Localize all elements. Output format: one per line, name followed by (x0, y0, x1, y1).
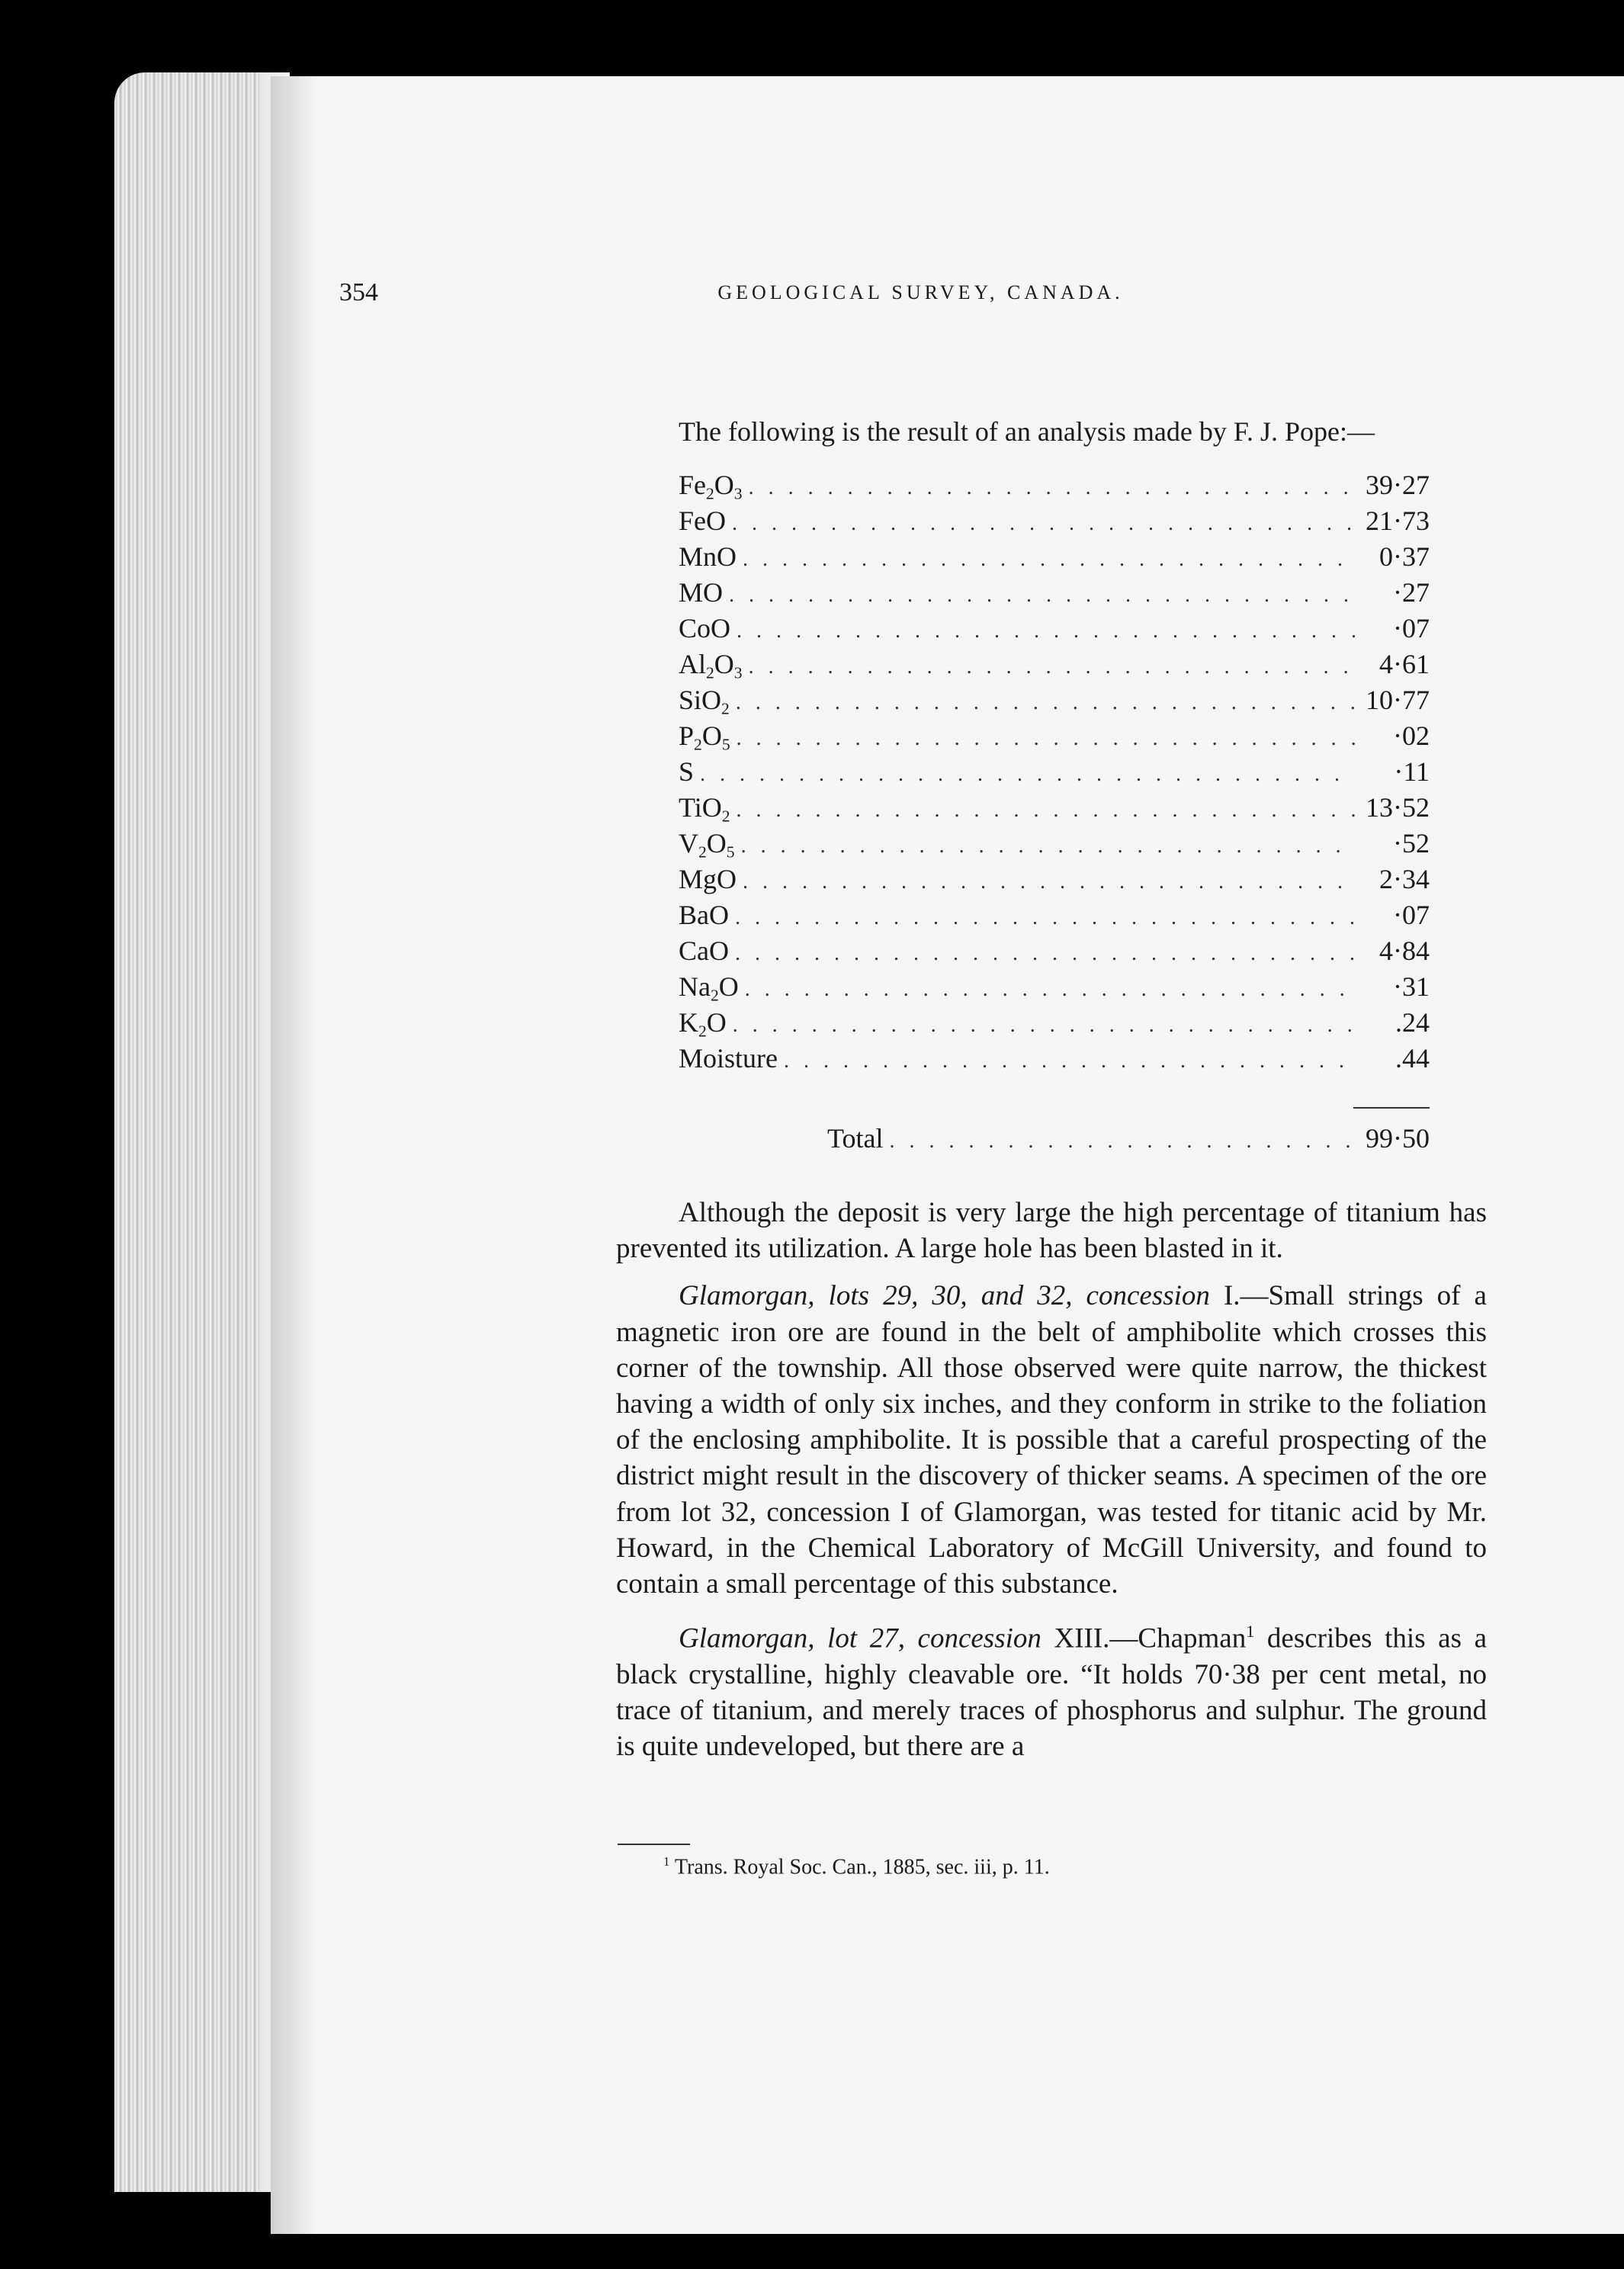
total-value: 99·50 (1366, 1123, 1430, 1154)
total-rule (1353, 1107, 1430, 1109)
component-label: $Na_2O$ (679, 971, 739, 1005)
component-label: $P_2O_5$ (679, 720, 730, 754)
component-value: 0·37 (1379, 541, 1430, 572)
footnote-text: Trans. Royal Soc. Can., 1885, sec. iii, p. 11. (669, 1855, 1050, 1879)
component-value: ·52 (1393, 828, 1430, 858)
component-value: ·02 (1393, 720, 1430, 751)
component-value: ·07 (1393, 613, 1430, 643)
component-value: 21·73 (1366, 505, 1430, 536)
component-value: ·27 (1393, 577, 1430, 608)
component-value: 13·52 (1366, 792, 1430, 823)
component-value: 39·27 (1366, 470, 1430, 500)
footnote-rule (618, 1844, 690, 1845)
running-header (339, 278, 1502, 324)
component-label: SiO$_2$ (679, 685, 730, 718)
analysis-row (679, 612, 1430, 648)
component-label: $V_2O_5$ (679, 828, 735, 862)
component-value: ·11 (1394, 756, 1430, 787)
component-label: MgO (679, 864, 737, 894)
page-number: 354 (339, 278, 378, 306)
analysis-row (679, 971, 1430, 1006)
analysis-row (679, 1042, 1430, 1078)
analysis-row (679, 1006, 1430, 1042)
analysis-intro: The following is the result of an analysis made by F. J. Pope:— (679, 416, 1375, 447)
analysis-row (679, 684, 1430, 720)
component-value: 10·77 (1366, 685, 1430, 715)
locality-heading: Glamorgan, lot 27, concession (679, 1622, 1041, 1654)
locality-heading: Glamorgan, lots 29, 30, and 32, concession (679, 1280, 1210, 1312)
component-value: .44 (1395, 1043, 1430, 1074)
footnote (663, 1854, 1050, 1879)
component-label: MnO (679, 541, 737, 572)
component-label: CoO (679, 613, 731, 643)
component-label: TiO$_2$ (679, 792, 730, 826)
component-label: $K_2O$ (679, 1007, 727, 1041)
component-label: CaO (679, 936, 729, 966)
component-value: 2·34 (1379, 864, 1430, 894)
component-value: 4·61 (1379, 649, 1430, 679)
paragraph: Although the deposit is very large the high percentage of titanium has prevented its utilization. A large hole has been blasted in it. (616, 1197, 1487, 1265)
analysis-row (679, 899, 1430, 935)
paragraph: Glamorgan, lots 29, 30, and 32, concession I.—Small strings of a magnetic iron ore are found in the belt of amphibolite which crosses this corner of the township. All those observed were quite narrow, the thickest having a width of only six inches, and they conform in strike to the foliation of the enclosing amphibolite. It is possible that a careful prospecting of the district might result in the discovery of thicker seams. A specimen of the ore from lot 32, concession I of Glamorgan, was tested for titanic acid by Mr. Howard, in the Chemical Laboratory of McGill University, and found to contain a small percentage of this substance. (616, 1280, 1487, 1600)
component-value: .24 (1395, 1007, 1430, 1038)
footnote-reference: 1 (1246, 1622, 1255, 1642)
component-label: S (679, 756, 695, 787)
analysis-row (679, 469, 1430, 505)
analysis-table (679, 469, 1430, 1078)
analysis-row (679, 756, 1430, 791)
component-label: Moisture (679, 1043, 778, 1074)
analysis-row (679, 505, 1430, 541)
total-row (827, 1122, 1430, 1158)
analysis-row (679, 935, 1430, 971)
analysis-row (679, 541, 1430, 576)
analysis-row (679, 863, 1430, 899)
component-value: 4·84 (1379, 936, 1430, 966)
body-text (616, 1195, 1487, 1776)
component-label: BaO (679, 900, 729, 930)
paragraph: Glamorgan, lot 27, concession XIII.—Chapman$^1$ describes this as a black crystalline, highly cleavable ore. “It holds 70·38 per cent metal, no trace of titanium, and merely traces of phosphorus and sulphur. The ground is quite undeveloped, but there are a (616, 1622, 1487, 1763)
analysis-row (679, 648, 1430, 684)
running-title: GEOLOGICAL SURVEY, CANADA. (717, 281, 1124, 303)
analysis-row (679, 720, 1430, 756)
analysis-row (679, 827, 1430, 863)
component-label: $Al_2O_3$ (679, 649, 743, 682)
component-label: MO (679, 577, 724, 608)
gutter-shadow (271, 76, 316, 2234)
component-label: FeO (679, 505, 726, 536)
analysis-row (679, 576, 1430, 612)
footnote-mark: 1 (663, 1854, 670, 1869)
total-label: Total (827, 1123, 884, 1154)
analysis-row (679, 791, 1430, 827)
component-value: ·31 (1393, 971, 1430, 1002)
book-page-edges (114, 72, 290, 2192)
component-value: ·07 (1393, 900, 1430, 930)
component-label: $Fe_2O_3$ (679, 470, 743, 503)
